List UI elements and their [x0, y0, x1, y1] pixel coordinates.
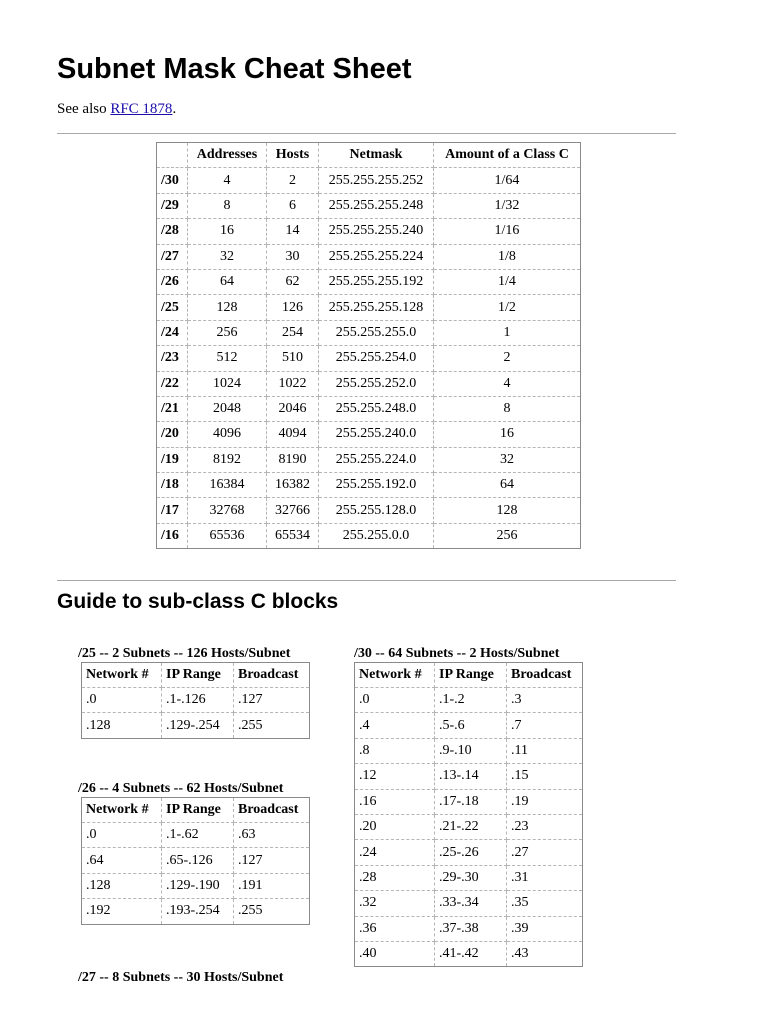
broadcast-column-header: Broadcast	[234, 663, 310, 688]
table-cell: 14	[267, 219, 319, 244]
table-cell: .33-.34	[435, 891, 507, 916]
table-cell: 2048	[188, 396, 267, 421]
table-cell: 126	[267, 295, 319, 320]
table-row	[355, 738, 583, 763]
table-row	[157, 346, 581, 371]
table-cell: 255.255.255.240	[319, 219, 434, 244]
table-cell: .129-.190	[162, 873, 234, 898]
table-cell: .0	[82, 688, 162, 713]
table-cell: 32766	[267, 498, 319, 523]
table-cell: .12	[355, 764, 435, 789]
table-row	[157, 244, 581, 269]
table-cell: .32	[355, 891, 435, 916]
table-cell: .40	[355, 941, 435, 966]
prefix-cell: /18	[157, 473, 188, 498]
prefix-cell: /23	[157, 346, 188, 371]
table-cell: .192	[82, 899, 162, 924]
table-row	[355, 764, 583, 789]
table-cell: .41-.42	[435, 941, 507, 966]
table-cell: 1/8	[434, 244, 581, 269]
block-title-27: /27 -- 8 Subnets -- 30 Hosts/Subnet	[78, 970, 284, 985]
see-also-prefix: See also	[57, 101, 111, 117]
table-cell: .37-.38	[435, 916, 507, 941]
network-column-header: Network #	[355, 663, 435, 688]
table-cell: 255.255.224.0	[319, 447, 434, 472]
table-cell: .8	[355, 738, 435, 763]
prefix-column-header	[157, 143, 188, 168]
netmask-column-header: Netmask	[319, 143, 434, 168]
table-row	[157, 396, 581, 421]
table-row	[157, 269, 581, 294]
table-cell: 65536	[188, 523, 267, 548]
table-cell: 1	[434, 320, 581, 345]
table-row	[157, 320, 581, 345]
table-row	[355, 840, 583, 865]
block-table-30	[354, 662, 583, 967]
table-header-row	[355, 663, 583, 688]
table-row	[355, 688, 583, 713]
top-divider	[57, 133, 676, 134]
subnet-mask-table	[156, 142, 581, 549]
table-row	[355, 941, 583, 966]
table-cell: .29-.30	[435, 865, 507, 890]
broadcast-column-header: Broadcast	[234, 798, 310, 823]
table-header-row	[82, 798, 310, 823]
table-cell: 256	[434, 523, 581, 548]
prefix-cell: /20	[157, 422, 188, 447]
table-cell: .25-.26	[435, 840, 507, 865]
table-row	[157, 473, 581, 498]
table-cell: .128	[82, 713, 162, 738]
table-cell: .35	[507, 891, 583, 916]
table-row	[157, 295, 581, 320]
table-row	[355, 814, 583, 839]
table-cell: 255.255.255.192	[319, 269, 434, 294]
table-header-row	[157, 143, 581, 168]
table-row	[157, 371, 581, 396]
prefix-cell: /28	[157, 219, 188, 244]
table-cell: 62	[267, 269, 319, 294]
table-cell: 32	[188, 244, 267, 269]
table-cell: .3	[507, 688, 583, 713]
table-cell: 2	[267, 168, 319, 193]
table-cell: 64	[188, 269, 267, 294]
table-cell: .191	[234, 873, 310, 898]
table-cell: 255.255.248.0	[319, 396, 434, 421]
table-cell: 16	[434, 422, 581, 447]
table-cell: .20	[355, 814, 435, 839]
table-row	[82, 688, 310, 713]
table-row	[355, 789, 583, 814]
table-cell: .39	[507, 916, 583, 941]
table-cell: 2	[434, 346, 581, 371]
table-cell: .127	[234, 688, 310, 713]
table-cell: 255.255.240.0	[319, 422, 434, 447]
table-cell: 255.255.255.224	[319, 244, 434, 269]
table-row	[82, 899, 310, 924]
table-cell: 128	[434, 498, 581, 523]
prefix-cell: /26	[157, 269, 188, 294]
table-cell: .19	[507, 789, 583, 814]
table-cell: 255.255.128.0	[319, 498, 434, 523]
table-cell: 1022	[267, 371, 319, 396]
table-cell: 8192	[188, 447, 267, 472]
table-cell: .193-.254	[162, 899, 234, 924]
table-cell: 1024	[188, 371, 267, 396]
block-title-26: /26 -- 4 Subnets -- 62 Hosts/Subnet	[78, 781, 284, 796]
prefix-cell: /27	[157, 244, 188, 269]
table-row	[355, 916, 583, 941]
guide-heading: Guide to sub-class C blocks	[57, 590, 339, 613]
table-cell: .0	[355, 688, 435, 713]
addresses-column-header: Addresses	[188, 143, 267, 168]
table-cell: .36	[355, 916, 435, 941]
table-cell: 1/4	[434, 269, 581, 294]
block-table-25	[81, 662, 310, 739]
table-cell: 1/32	[434, 193, 581, 218]
prefix-cell: /24	[157, 320, 188, 345]
ip-range-column-header: IP Range	[162, 798, 234, 823]
prefix-cell: /21	[157, 396, 188, 421]
table-cell: .31	[507, 865, 583, 890]
block-title-30: /30 -- 64 Subnets -- 2 Hosts/Subnet	[354, 646, 560, 661]
table-cell: 65534	[267, 523, 319, 548]
network-column-header: Network #	[82, 798, 162, 823]
table-cell: .1-.2	[435, 688, 507, 713]
table-cell: 8	[434, 396, 581, 421]
table-cell: 16384	[188, 473, 267, 498]
table-cell: .63	[234, 823, 310, 848]
table-cell: .4	[355, 713, 435, 738]
table-cell: 255.255.252.0	[319, 371, 434, 396]
table-cell: .127	[234, 848, 310, 873]
table-cell: .0	[82, 823, 162, 848]
table-cell: .11	[507, 738, 583, 763]
table-cell: .9-.10	[435, 738, 507, 763]
table-cell: .28	[355, 865, 435, 890]
table-cell: 16382	[267, 473, 319, 498]
table-cell: 255.255.255.128	[319, 295, 434, 320]
table-cell: 4094	[267, 422, 319, 447]
table-row	[157, 523, 581, 548]
table-cell: 8190	[267, 447, 319, 472]
table-cell: .64	[82, 848, 162, 873]
table-cell: .23	[507, 814, 583, 839]
prefix-cell: /29	[157, 193, 188, 218]
table-cell: .7	[507, 713, 583, 738]
prefix-cell: /30	[157, 168, 188, 193]
middle-divider	[57, 580, 676, 581]
table-row	[82, 713, 310, 738]
table-cell: .65-.126	[162, 848, 234, 873]
table-cell: 128	[188, 295, 267, 320]
table-row	[157, 219, 581, 244]
table-cell: .16	[355, 789, 435, 814]
table-row	[355, 891, 583, 916]
table-cell: 16	[188, 219, 267, 244]
table-row	[82, 848, 310, 873]
table-cell: 255.255.255.0	[319, 320, 434, 345]
table-cell: .255	[234, 899, 310, 924]
see-also-line	[57, 99, 176, 119]
see-also-suffix: .	[172, 101, 177, 117]
table-cell: 1/16	[434, 219, 581, 244]
page-title: Subnet Mask Cheat Sheet	[57, 53, 412, 85]
table-row	[157, 422, 581, 447]
table-cell: .17-.18	[435, 789, 507, 814]
table-cell: 255.255.0.0	[319, 523, 434, 548]
table-cell: 1/2	[434, 295, 581, 320]
table-cell: 256	[188, 320, 267, 345]
table-row	[355, 713, 583, 738]
table-header-row	[82, 663, 310, 688]
table-cell: 510	[267, 346, 319, 371]
table-cell: 30	[267, 244, 319, 269]
table-cell: 8	[188, 193, 267, 218]
table-row	[157, 447, 581, 472]
table-cell: 4	[434, 371, 581, 396]
table-cell: 512	[188, 346, 267, 371]
table-cell: 64	[434, 473, 581, 498]
table-row	[355, 865, 583, 890]
block-table-26	[81, 797, 310, 925]
network-column-header: Network #	[82, 663, 162, 688]
table-cell: .1-.62	[162, 823, 234, 848]
table-cell: 254	[267, 320, 319, 345]
table-cell: 32768	[188, 498, 267, 523]
prefix-cell: /16	[157, 523, 188, 548]
prefix-cell: /22	[157, 371, 188, 396]
table-cell: .27	[507, 840, 583, 865]
table-cell: .15	[507, 764, 583, 789]
table-cell: 2046	[267, 396, 319, 421]
table-row	[157, 168, 581, 193]
table-cell: 6	[267, 193, 319, 218]
table-cell: 255.255.192.0	[319, 473, 434, 498]
table-cell: 4096	[188, 422, 267, 447]
prefix-cell: /25	[157, 295, 188, 320]
table-row	[82, 823, 310, 848]
table-row	[82, 873, 310, 898]
block-title-25: /25 -- 2 Subnets -- 126 Hosts/Subnet	[78, 646, 291, 661]
table-cell: .1-.126	[162, 688, 234, 713]
table-cell: .21-.22	[435, 814, 507, 839]
ip-range-column-header: IP Range	[435, 663, 507, 688]
class-c-amount-column-header: Amount of a Class C	[434, 143, 581, 168]
prefix-cell: /19	[157, 447, 188, 472]
table-cell: 255.255.255.252	[319, 168, 434, 193]
table-cell: .128	[82, 873, 162, 898]
table-cell: 255.255.255.248	[319, 193, 434, 218]
table-cell: .255	[234, 713, 310, 738]
table-cell: 1/64	[434, 168, 581, 193]
broadcast-column-header: Broadcast	[507, 663, 583, 688]
table-cell: .43	[507, 941, 583, 966]
table-cell: .129-.254	[162, 713, 234, 738]
hosts-column-header: Hosts	[267, 143, 319, 168]
table-cell: 255.255.254.0	[319, 346, 434, 371]
ip-range-column-header: IP Range	[162, 663, 234, 688]
table-cell: .5-.6	[435, 713, 507, 738]
table-cell: .13-.14	[435, 764, 507, 789]
prefix-cell: /17	[157, 498, 188, 523]
table-row	[157, 193, 581, 218]
rfc-1878-link[interactable]: RFC 1878	[110, 101, 173, 117]
table-cell: 4	[188, 168, 267, 193]
table-cell: .24	[355, 840, 435, 865]
table-row	[157, 498, 581, 523]
table-cell: 32	[434, 447, 581, 472]
